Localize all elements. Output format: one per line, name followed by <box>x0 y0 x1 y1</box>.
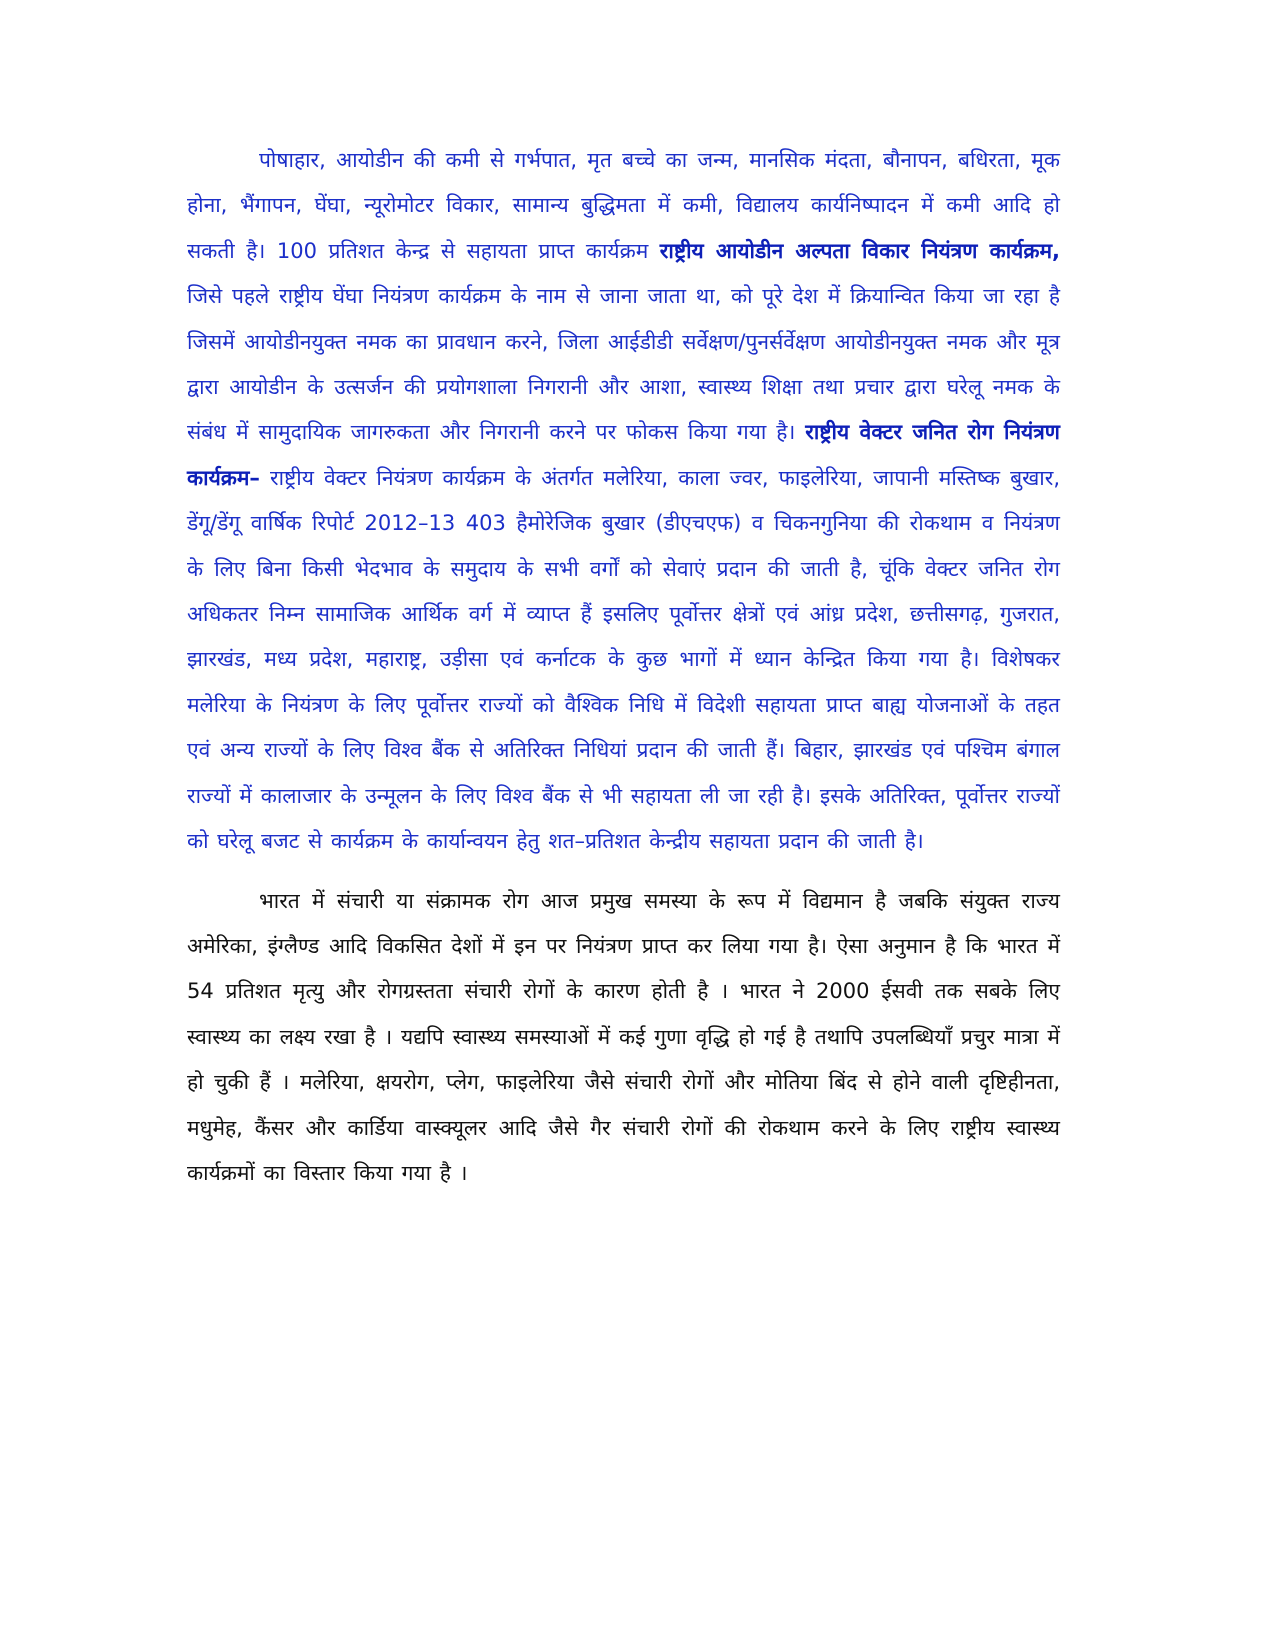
paragraph-1-text-start: पोषाहार, आयोडीन की कमी से गर्भपात, मृत बच्चे का जन्म, मानसिक मंदता, बौनापन, बधिरता, मूक होना, भैंगापन, घेंघा, न्यूरोमोटर विकार, सामान्य बुद्धिमता में कमी, विद्यालय कार्यनिष्पादन में कमी आदि हो सकती है। 100 प्रतिशत केन्द्र से सहायता प्राप्त कार्यक्रम <box>187 148 1060 263</box>
paragraph-1-text-end: राष्ट्रीय वेक्टर नियंत्रण कार्यक्रम के अंतर्गत मलेरिया, काला ज्वर, फाइलेरिया, जापानी मस्तिष्क बुखार, डेंगू/डेंगू वार्षिक रिपोर्ट 2012–13 403 हैमोरेजिक बुखार (डीएचएफ) व चिकनगुनिया की रोकथाम व नियंत्रण के लिए बिना किसी भेदभाव के समुदाय के सभी वर्गों को सेवाएं प्रदान की जाती है, चूंकि वेक्टर जनित रोग अधिकतर निम्न सामाजिक आर्थिक वर्ग में व्याप्त हैं इसलिए पूर्वोत्तर क्षेत्रों एवं आंध्र प्रदेश, छत्तीसगढ़, गुजरात, झारखंड, मध्य प्रदेश, महाराष्ट्र, उड़ीसा एवं कर्नाटक के कुछ भागों में ध्यान केन्द्रित किया गया है। विशेषकर मलेरिया के नियंत्रण के लिए पूर्वोत्तर राज्यों को वैश्विक निधि में विदेशी सहायता प्राप्त बाह्य योजनाओं के तहत एवं अन्य राज्यों के लिए विश्व बैंक से अतिरिक्त निधियां प्रदान की जाती हैं। बिहार, झारखंड एवं पश्चिम बंगाल राज्यों में कालाजार के उन्मूलन के लिए विश्व बैंक से भी सहायता ली जा रही है। इसके अतिरिक्त, पूर्वोत्तर राज्यों को घरेलू बजट से कार्यक्रम के कार्यान्वयन हेतु शत–प्रतिशत केन्द्रीय सहायता प्रदान की जाती है। <box>187 465 1060 854</box>
paragraph-communicable-diseases: भारत में संचारी या संक्रामक रोग आज प्रमुख समस्या के रूप में विद्यमान है जबकि संयुक्त राज्य अमेरिका, इंग्लैण्ड आदि विकसित देशों में इन पर नियंत्रण प्राप्त कर लिया गया है। ऐसा अनुमान है कि भारत में 54 प्रतिशत मृत्यु और रोगग्रस्तता संचारी रोगों के कारण होती है । भारत ने 2000 ईसवी तक सबके लिए स्वास्थ्य का लक्ष्य रखा है । यद्यपि स्वास्थ्य समस्याओं में कई गुणा वृद्धि हो गई है तथापि उपलब्धियाँ प्रचुर मात्रा में हो चुकी हैं । मलेरिया, क्षयरोग, प्लेग, फाइलेरिया जैसे संचारी रोगों और मोतिया बिंद से होने वाली दृष्टिहीनता, मधुमेह, कैंसर और कार्डिया वास्क्यूलर आदि जैसे गैर संचारी रोगों की रोकथाम करने के लिए राष्ट्रीय स्वास्थ्य कार्यक्रमों का विस्तार किया गया है । <box>187 888 1060 1185</box>
paragraph-programs <box>187 138 1060 865</box>
paragraph-1-text-middle: जिसे पहले राष्ट्रीय घेंघा नियंत्रण कार्यक्रम के नाम से जाना जाता था, को पूरे देश में क्रियान्वित किया जा रहा है जिसमें आयोडीनयुक्त नमक का प्रावधान करने, जिला आईडीडी सर्वेक्षण/पुनर्सर्वेक्षण आयोडीनयुक्त नमक और मूत्र द्वारा आयोडीन के उत्सर्जन की प्रयोगशाला निगरानी और आशा, स्वास्थ्य शिक्षा तथा प्रचार द्वारा घरेलू नमक के संबंध में सामुदायिक जागरुकता और निगरानी करने पर फोकस किया गया है। <box>187 284 1060 445</box>
heading-vector-program: राष्ट्रीय वेक्टर जनित रोग नियंत्रण कार्यक्रम– <box>187 420 1060 490</box>
heading-iodine-program: राष्ट्रीय आयोडीन अल्पता विकार नियंत्रण कार्यक्रम, <box>659 238 1060 263</box>
